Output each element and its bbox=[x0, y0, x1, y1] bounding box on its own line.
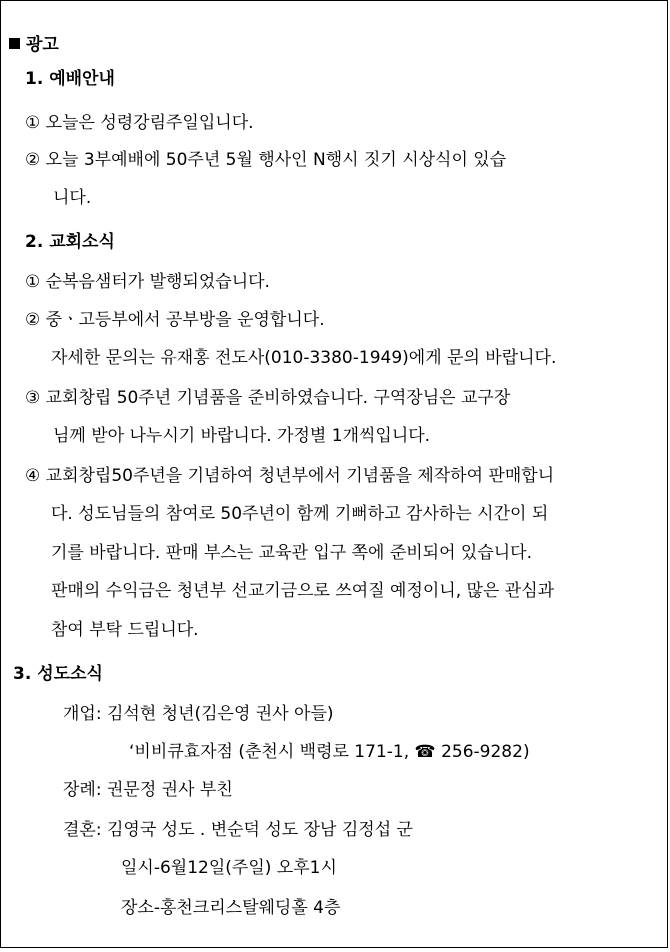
church-news-item-4-cont-1: 다. 성도님들의 참여로 50주년이 함께 기뻐하고 감사하는 시간이 되 bbox=[51, 504, 549, 524]
section-heading-church-news: 2. 교회소식 bbox=[25, 232, 115, 252]
church-news-item-3-cont: 님께 받아 나누시기 바랍니다. 가정별 1개씩입니다. bbox=[53, 426, 431, 446]
church-news-item-2: ② 중ㆍ고등부에서 공부방을 운영합니다. bbox=[25, 310, 325, 330]
square-bullet-icon bbox=[9, 38, 20, 49]
section-heading-worship: 1. 예배안내 bbox=[25, 69, 115, 89]
worship-item-2-cont: 니다. bbox=[53, 188, 92, 208]
worship-item-2: ② 오늘 3부예배에 50주년 5월 행사인 N행시 짓기 시상식이 있습 bbox=[25, 150, 507, 170]
section-heading-member-news: 3. 성도소식 bbox=[13, 664, 103, 684]
member-news-opening-detail: ‘비비큐효자점 (춘천시 백령로 171-1, ☎ 256-9282) bbox=[129, 742, 530, 762]
member-news-funeral: 장례: 권문정 권사 부친 bbox=[63, 780, 233, 800]
ad-title: 광고 bbox=[9, 34, 59, 56]
member-news-wedding-time: 일시-6월12일(주일) 오후1시 bbox=[121, 858, 337, 878]
church-news-item-1: ① 순복음샘터가 발행되었습니다. bbox=[25, 272, 270, 292]
church-news-item-4-cont-2: 기를 바랍니다. 판매 부스는 교육관 입구 쪽에 준비되어 있습니다. bbox=[51, 543, 533, 563]
church-news-item-4: ④ 교회창립50주년을 기념하여 청년부에서 기념품을 제작하여 판매합니 bbox=[25, 466, 555, 486]
church-news-item-4-cont-4: 참여 부탁 드립니다. bbox=[51, 620, 199, 640]
member-news-wedding-place: 장소-홍천크리스탈웨딩홀 4층 bbox=[121, 898, 341, 918]
church-news-item-2-cont: 자세한 문의는 유재홍 전도사(010-3380-1949)에게 문의 바랍니다. bbox=[51, 348, 557, 368]
church-news-item-3: ③ 교회창립 50주년 기념품을 준비하였습니다. 구역장님은 교구장 bbox=[25, 388, 511, 408]
member-news-wedding: 결혼: 김영국 성도 . 변순덕 성도 장남 김정섭 군 bbox=[63, 820, 413, 840]
member-news-opening: 개업: 김석현 청년(김은영 권사 아들) bbox=[63, 704, 334, 724]
worship-item-1: ① 오늘은 성령강림주일입니다. bbox=[25, 113, 254, 133]
church-news-item-4-cont-3: 판매의 수익금은 청년부 선교기금으로 쓰여질 예정이니, 많은 관심과 bbox=[51, 581, 555, 601]
